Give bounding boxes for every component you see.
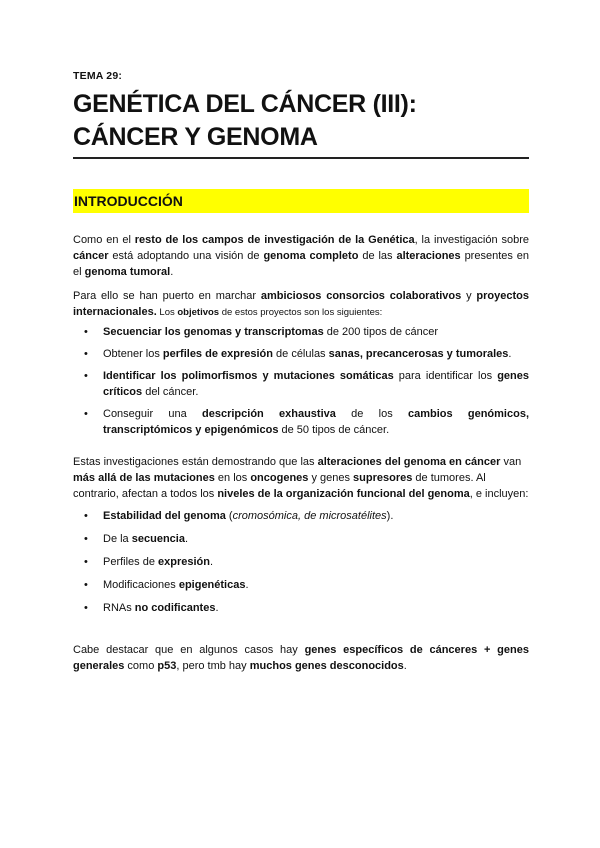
title-line-2: CÁNCER Y GENOMA	[73, 123, 318, 151]
paragraph-alterations: Estas investigaciones están demostrando que las alteraciones del genoma en cáncer van más allá de las mutaciones en los oncogenes y genes supresores de tumores. Al contrario, afectan a todos los niveles de la organización funcional del genoma, e incluyen:	[73, 456, 529, 500]
list-item: • Obtener los perfiles de expresión de células sanas, precancerosas y tumorales.	[84, 348, 512, 360]
section-heading: INTRODUCCIÓN	[74, 193, 183, 209]
section-heading-highlight	[73, 189, 529, 213]
list-item: • RNAs no codificantes.	[84, 602, 219, 614]
list-item: • Identificar los polimorfismos y mutaciones somáticas para identificar los genes críticos del cáncer.	[84, 370, 529, 398]
paragraph-projects: Para ello se han puerto en marchar ambiciosos consorcios colaborativos y proyectos internacionales. Los objetivos de estos proyectos son los siguientes:	[73, 290, 529, 318]
title-divider	[73, 157, 529, 159]
paragraph-intro: Como en el resto de los campos de investigación de la Genética, la investigación sobre cáncer está adoptando una visión de genoma completo de las alteraciones presentes en el genoma tumoral.	[73, 234, 530, 278]
list-item: • Secuenciar los genomas y transcriptomas de 200 tipos de cáncer	[84, 326, 439, 338]
page-title	[73, 88, 417, 154]
list-item: • Modificaciones epigenéticas.	[84, 579, 249, 591]
list-item: • Perfiles de expresión.	[84, 556, 214, 568]
list-item: • Estabilidad del genoma (cromosómica, de microsatélites).	[84, 510, 394, 522]
topic-number: TEMA 29:	[73, 70, 123, 82]
paragraph-conclusion: Cabe destacar que en algunos casos hay genes específicos de cánceres + genes generales como p53, pero tmb hay muchos genes desconocidos.	[73, 644, 529, 672]
list-item: • De la secuencia.	[84, 533, 189, 545]
list-item: • Conseguir una descripción exhaustiva de los cambios genómicos, transcriptómicos y epigenómicos de 50 tipos de cáncer.	[84, 408, 529, 436]
levels-list	[73, 508, 529, 616]
objectives-list	[73, 324, 529, 438]
title-line-1: GENÉTICA DEL CÁNCER (III):	[73, 90, 417, 118]
